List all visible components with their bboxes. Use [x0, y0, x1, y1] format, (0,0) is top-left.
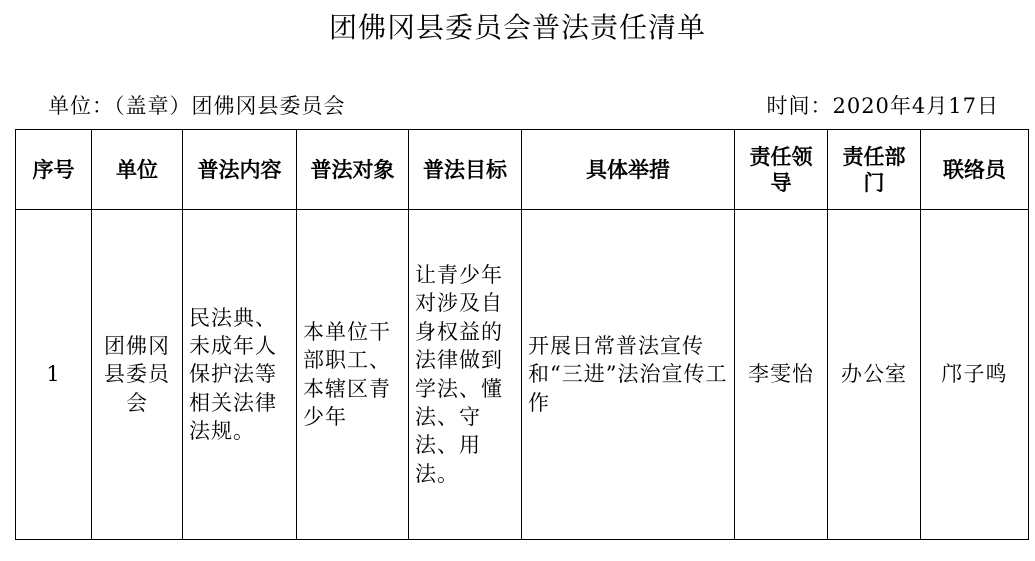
header-liaison: 联络员	[921, 130, 1029, 210]
cell-measures: 开展日常普法宣传和“三进”法治宣传工作	[522, 210, 735, 540]
cell-liaison: 邝子鸣	[921, 210, 1029, 540]
cell-content: 民法典、未成年人保护法等相关法律法规。	[183, 210, 297, 540]
unit-line: 单位：（盖章）团佛冈县委员会	[48, 94, 346, 118]
header-leader: 责任领导	[735, 130, 828, 210]
page-title: 团佛冈县委员会普法责任清单	[328, 11, 706, 44]
header-audience: 普法对象	[297, 130, 409, 210]
cell-audience: 本单位干部职工、本辖区青少年	[297, 210, 409, 540]
header-department: 责任部门	[828, 130, 921, 210]
date-line: 时间：2020年4月17日	[766, 94, 999, 118]
responsibility-table	[15, 129, 1029, 540]
cell-leader: 李雯怡	[735, 210, 828, 540]
header-content: 普法内容	[183, 130, 297, 210]
cell-department: 办公室	[828, 210, 921, 540]
cell-unit: 团佛冈县委员会	[92, 210, 183, 540]
header-measures: 具体举措	[522, 130, 735, 210]
table-row	[16, 210, 1029, 540]
header-index: 序号	[16, 130, 92, 210]
cell-index: 1	[16, 210, 92, 540]
header-goal: 普法目标	[409, 130, 522, 210]
header-unit: 单位	[92, 130, 183, 210]
table-header-row	[16, 130, 1029, 210]
cell-goal: 让青少年对涉及自身权益的法律做到学法、懂法、守法、用法。	[409, 210, 522, 540]
